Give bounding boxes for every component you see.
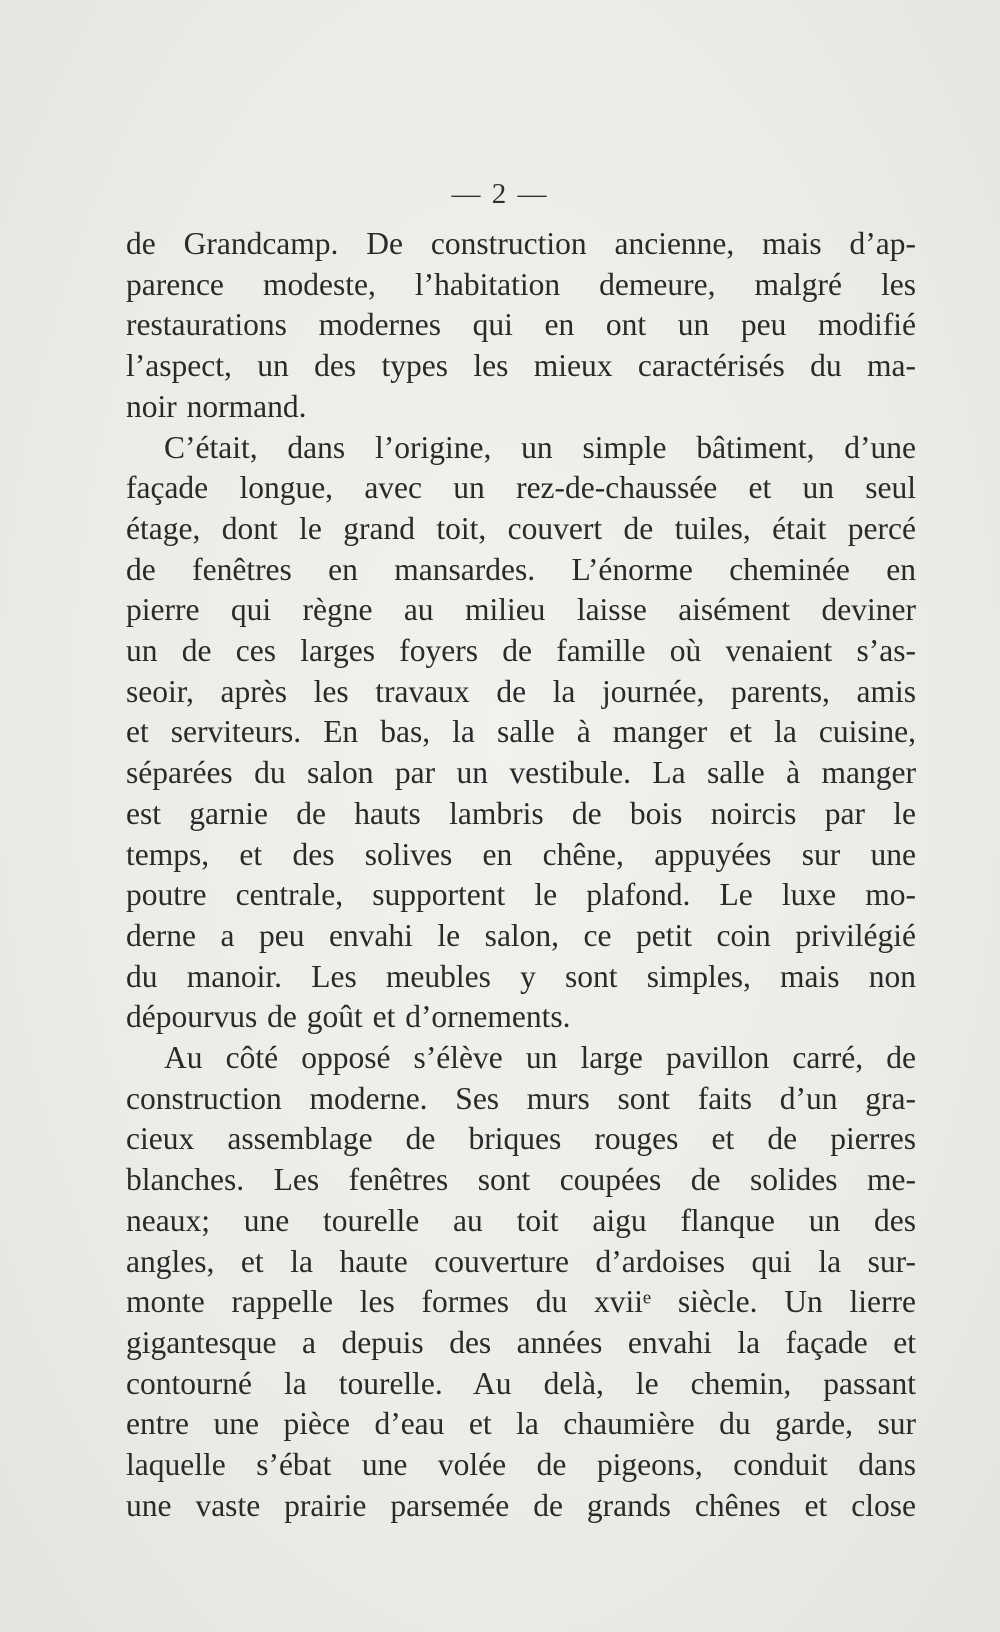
text-line: derne a peu envahi le salon, ce petit coin privilégié	[126, 917, 916, 953]
text-line: temps, et des solives en chêne, appuyées sur une	[126, 836, 916, 872]
text-line: séparées du salon par un vestibule. La salle à manger	[126, 755, 916, 791]
text-line: du manoir. Les meubles y sont simples, mais non	[126, 958, 916, 994]
text-line: poutre centrale, supportent le plafond. Le luxe mo-	[126, 877, 916, 913]
text-line: étage, dont le grand toit, couvert de tuiles, était percé	[126, 510, 916, 546]
text-line: laquelle s’ébat une volée de pigeons, conduit dans	[126, 1447, 916, 1483]
text-line: C’était, dans l’origine, un simple bâtiment, d’une	[164, 429, 916, 465]
text-line: parence modeste, l’habitation demeure, malgré les	[126, 266, 916, 302]
paragraph-2	[126, 428, 916, 1039]
text-line: une vaste prairie parsemée de grands chênes et close	[126, 1487, 916, 1523]
text-line: et serviteurs. En bas, la salle à manger et la cuisine,	[126, 714, 916, 750]
paragraph-1	[126, 224, 916, 428]
text-line: est garnie de hauts lambris de bois noircis par le	[126, 795, 916, 831]
text-line: Au côté opposé s’élève un large pavillon carré, de	[164, 1040, 916, 1076]
text-line: neaux; une tourelle au toit aigu flanque un des	[126, 1202, 916, 1238]
text-line: monte rappelle les formes du xviiᵉ siècle. Un lierre	[126, 1284, 916, 1320]
text-line: noir normand.	[126, 388, 307, 424]
text-line: construction moderne. Ses murs sont faits d’un gra-	[126, 1080, 916, 1116]
text-line: de Grandcamp. De construction ancienne, mais d’ap-	[126, 226, 916, 261]
text-line: angles, et la haute couverture d’ardoises qui la sur-	[126, 1243, 916, 1279]
text-line: seoir, après les travaux de la journée, parents, amis	[126, 673, 916, 709]
page-number: — 2 —	[451, 178, 549, 210]
text-line: gigantesque a depuis des années envahi la façade et	[126, 1324, 916, 1360]
paragraph-3	[126, 1038, 916, 1526]
text-line: entre une pièce d’eau et la chaumière du garde, sur	[126, 1406, 916, 1442]
text-line: l’aspect, un des types les mieux caractérisés du ma-	[126, 348, 916, 384]
text-line: dépourvus de goût et d’ornements.	[126, 999, 571, 1035]
text-line: cieux assemblage de briques rouges et de pierres	[126, 1121, 916, 1157]
text-line: blanches. Les fenêtres sont coupées de solides me-	[126, 1162, 916, 1198]
body-text	[126, 224, 916, 1527]
text-line: façade longue, avec un rez-de-chaussée et un seul	[126, 470, 916, 506]
text-line: un de ces larges foyers de famille où venaient s’as-	[126, 633, 916, 669]
text-line: restaurations modernes qui en ont un peu modifié	[126, 307, 916, 343]
text-line: pierre qui règne au milieu laisse aisément deviner	[126, 592, 916, 628]
text-line: de fenêtres en mansardes. L’énorme cheminée en	[126, 551, 916, 587]
text-line: contourné la tourelle. Au delà, le chemin, passant	[126, 1365, 916, 1401]
